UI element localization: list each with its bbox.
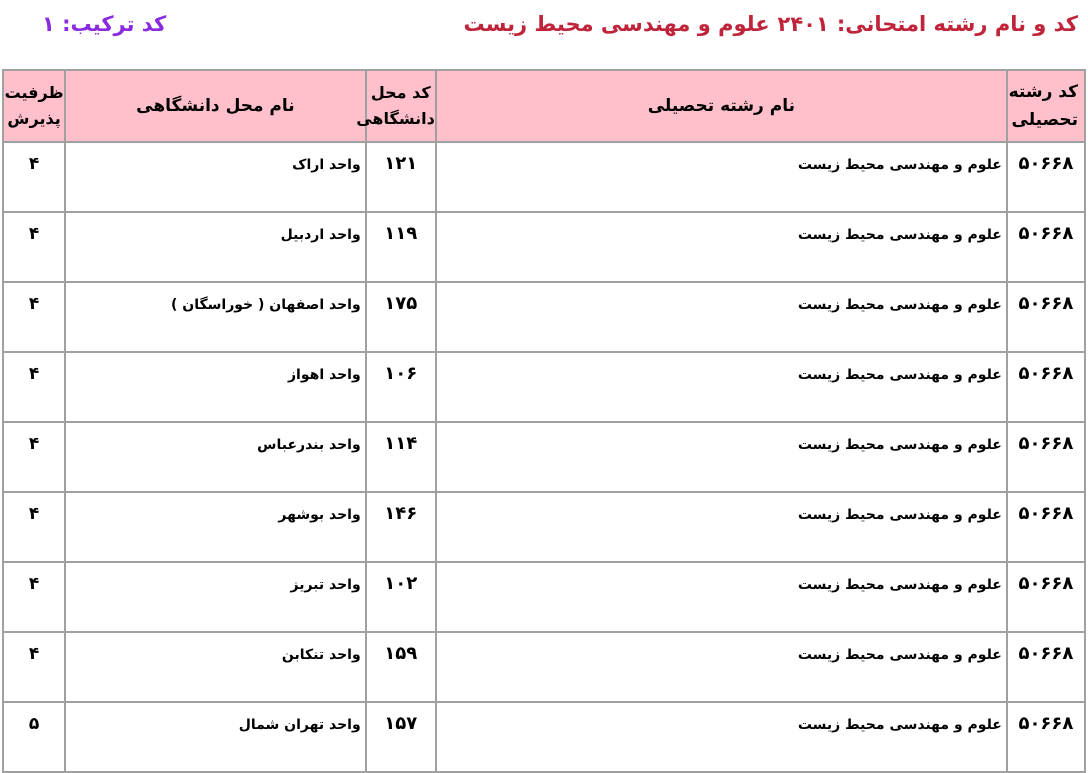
page-header [0,0,1088,64]
field-code-cell: ۵۰۶۶۸ [1007,492,1085,562]
uni-code-cell: ۱۵۷ [366,702,436,772]
uni-name-cell: واحد اصفهان ( خوراسگان ) [65,282,366,352]
table-row [3,212,1085,282]
field-name-cell: علوم و مهندسی محیط زیست [436,702,1007,772]
capacity-cell: ۴ [3,562,65,632]
header-uni-code [356,70,436,142]
table-row [3,422,1085,492]
combo-code: کد ترکیب: ۱ [42,12,167,36]
field-code-cell: ۵۰۶۶۸ [1007,422,1085,492]
uni-code-cell: ۱۱۴ [366,422,436,492]
header-field-code-line1: کد رشته [1008,82,1078,102]
uni-name-cell: واحد اردبیل [65,212,366,282]
field-code-cell: ۵۰۶۶۸ [1007,562,1085,632]
uni-code-cell: ۱۷۵ [366,282,436,352]
capacity-cell: ۴ [3,282,65,352]
uni-name-cell: واحد اراک [65,142,366,212]
uni-name-cell: واحد تنکابن [65,632,366,702]
table-row [3,702,1085,772]
table-row [3,492,1085,562]
header-capacity-line1: ظرفیت [4,83,64,102]
uni-code-cell: ۱۵۹ [366,632,436,702]
admission-table [2,69,1086,773]
header-uni-name: نام محل دانشگاهی [65,70,366,142]
capacity-cell: ۴ [3,422,65,492]
exam-title-label: کد و نام رشته امتحانی: [836,12,1078,36]
field-name-cell: علوم و مهندسی محیط زیست [436,562,1007,632]
uni-name-cell: واحد بوشهر [65,492,366,562]
uni-code-cell: ۱۴۶ [366,492,436,562]
exam-code: ۲۴۰۱ [777,12,829,36]
capacity-cell: ۴ [3,632,65,702]
table-header-row [3,70,1085,142]
uni-code-cell: ۱۰۶ [366,352,436,422]
table-row [3,632,1085,702]
capacity-cell: ۴ [3,492,65,562]
uni-name-cell: واحد تبریز [65,562,366,632]
uni-code-cell: ۱۱۹ [366,212,436,282]
header-field-code-line2: تحصیلی [1011,110,1078,130]
field-name-cell: علوم و مهندسی محیط زیست [436,142,1007,212]
header-field-code [1007,70,1085,142]
header-uni-code-line2: دانشگاهی [356,109,435,128]
uni-name-cell: واحد اهواز [65,352,366,422]
field-name-cell: علوم و مهندسی محیط زیست [436,422,1007,492]
uni-name-cell: واحد تهران شمال [65,702,366,772]
field-name-cell: علوم و مهندسی محیط زیست [436,492,1007,562]
capacity-cell: ۵ [3,702,65,772]
table-row [3,282,1085,352]
field-name-cell: علوم و مهندسی محیط زیست [436,352,1007,422]
uni-name-cell: واحد بندرعباس [65,422,366,492]
capacity-cell: ۴ [3,212,65,282]
field-code-cell: ۵۰۶۶۸ [1007,282,1085,352]
field-code-cell: ۵۰۶۶۸ [1007,212,1085,282]
header-field-name: نام رشته تحصیلی [436,70,1007,142]
capacity-cell: ۴ [3,352,65,422]
field-name-cell: علوم و مهندسی محیط زیست [436,632,1007,702]
table-row [3,562,1085,632]
field-code-cell: ۵۰۶۶۸ [1007,352,1085,422]
header-capacity [3,70,65,142]
header-uni-code-line1: کد محل [370,83,431,102]
exam-title [464,12,1078,36]
field-code-cell: ۵۰۶۶۸ [1007,702,1085,772]
field-code-cell: ۵۰۶۶۸ [1007,632,1085,702]
field-name-cell: علوم و مهندسی محیط زیست [436,212,1007,282]
exam-name: علوم و مهندسی محیط زیست [463,12,770,36]
uni-code-cell: ۱۰۲ [366,562,436,632]
table-row [3,352,1085,422]
uni-code-cell: ۱۲۱ [366,142,436,212]
table-row [3,142,1085,212]
header-capacity-line2: پذیرش [7,109,61,128]
field-name-cell: علوم و مهندسی محیط زیست [436,282,1007,352]
field-code-cell: ۵۰۶۶۸ [1007,142,1085,212]
capacity-cell: ۴ [3,142,65,212]
